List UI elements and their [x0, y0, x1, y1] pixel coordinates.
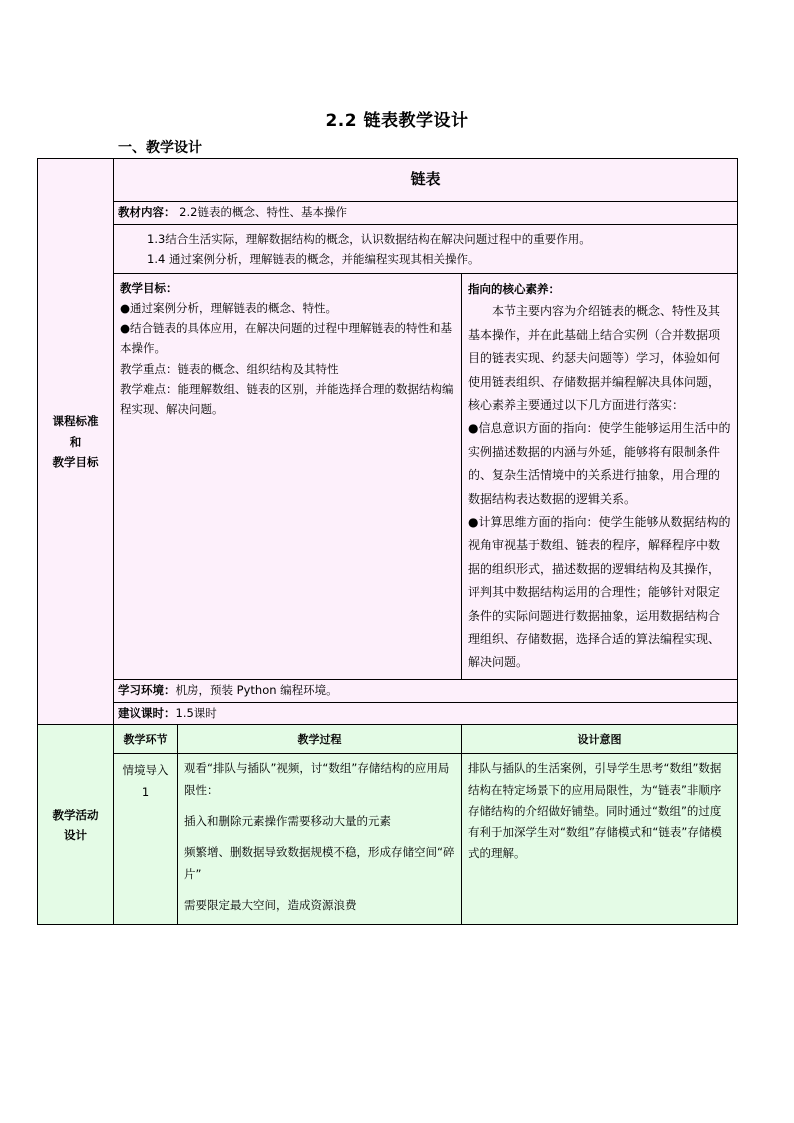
hours-value: 1.5课时: [175, 705, 217, 720]
activity-row: [38, 754, 738, 925]
core-literacy-cell: [462, 274, 738, 680]
core-literacy-label: 指向的核心素养：: [468, 282, 560, 297]
course-standard-label-line: 和: [69, 434, 82, 449]
course-standard-label: [38, 159, 114, 725]
literacy-point: ●信息意识方面的指向：使学生能够运用生活中的实例描述数据的内涵与外延，能够将有限制条件的、复杂生活情境中的关系进行抽象，用合理的数据结构表达数据的逻辑关系。: [468, 421, 731, 506]
literacy-point: ●计算思维方面的指向：使学生能够从数据结构的视角审视基于数组、链表的程序，解释程序中数据的组织形式，描述数据的逻辑结构及其操作，评判其中数据结构运用的合理性；能够针对限定条件的实际问题进行数据抽象，运用数据结构合理组织、存储数据，选择合适的算法编程实现、解决问题。: [468, 515, 731, 670]
activity-stage: 情境导入1: [114, 754, 178, 925]
activity-label: [38, 725, 114, 925]
content-label: 教材内容：: [118, 205, 176, 219]
environment-value: 机房，预装 Python 编程环境。: [175, 682, 338, 697]
topic-title: 链表: [114, 159, 738, 202]
process-step: 频繁增、删数据导致数据规模不稳，形成存储空间“碎片”: [184, 844, 455, 881]
activity-intent: 排队与插队的生活案例，引导学生思考“数组”数据结构在特定场景下的应用局限性，为“链表”非顺序存储结构的介绍做好铺垫。同时通过“数组”的过度有利于加深学生对“数组”存储模式和“链表”存储模式的理解。: [462, 754, 738, 925]
document-title: 2.2 链表教学设计: [325, 111, 469, 131]
process-step: 需要限定最大空间，造成资源浪费: [184, 897, 357, 912]
standard-item: 1.3结合生活实际，理解数据结构的概念，认识数据结构在解决问题过程中的重要作用。: [147, 231, 591, 246]
hours-row: [114, 702, 738, 725]
content-value: 2.2链表的概念、特性、基本操作: [175, 205, 347, 219]
teaching-goals-cell: [114, 274, 462, 680]
environment-row: [114, 679, 738, 702]
teaching-difficulty: 教学难点：能理解数组、链表的区别，并能选择合理的数据结构编程实现、解决问题。: [120, 381, 454, 416]
lesson-design-table: [37, 158, 738, 925]
process-step: 插入和删除元素操作需要移动大量的元素: [184, 814, 391, 829]
standard-item: 1.4 通过案例分析，理解链表的概念，并能编程实现其相关操作。: [147, 251, 480, 266]
section-heading: 一、教学设计: [118, 140, 202, 156]
course-standard-label-line: 教学目标: [52, 454, 99, 469]
teaching-goal: ●通过案例分析，理解链表的概念、特性。: [120, 301, 338, 316]
activity-label-line: 教学活动: [52, 807, 99, 822]
literacy-intro: 本节主要内容为介绍链表的概念、特性及其基本操作，并在此基础上结合实例（合并数据项目的链表实现、约瑟夫问题等）学习，体验如何使用链表组织、存储数据并编程解决具体问题，核心素养主要通过以下几方面进行落实：: [468, 304, 721, 413]
content-row: [114, 202, 738, 225]
teaching-goal: ●结合链表的具体应用，在解决问题的过程中理解链表的特性和基本操作。: [120, 321, 453, 356]
column-header-intent: 设计意图: [462, 725, 738, 754]
process-step: 观看“排队与插队”视频，讨“数组”存储结构的应用局限性：: [184, 761, 450, 798]
teaching-goals-label: 教学目标：: [120, 281, 178, 296]
column-header-process: 教学过程: [178, 725, 462, 754]
activity-process: [178, 754, 462, 925]
teaching-key-point: 教学重点：链表的概念、组织结构及其特性: [120, 361, 339, 376]
activity-label-line: 设计: [64, 827, 87, 842]
standards-cell: [114, 224, 738, 273]
column-header-stage: 教学环节: [114, 725, 178, 754]
course-standard-label-line: 课程标准: [52, 414, 99, 429]
environment-label: 学习环境：: [118, 682, 176, 697]
hours-label: 建议课时：: [118, 705, 176, 720]
